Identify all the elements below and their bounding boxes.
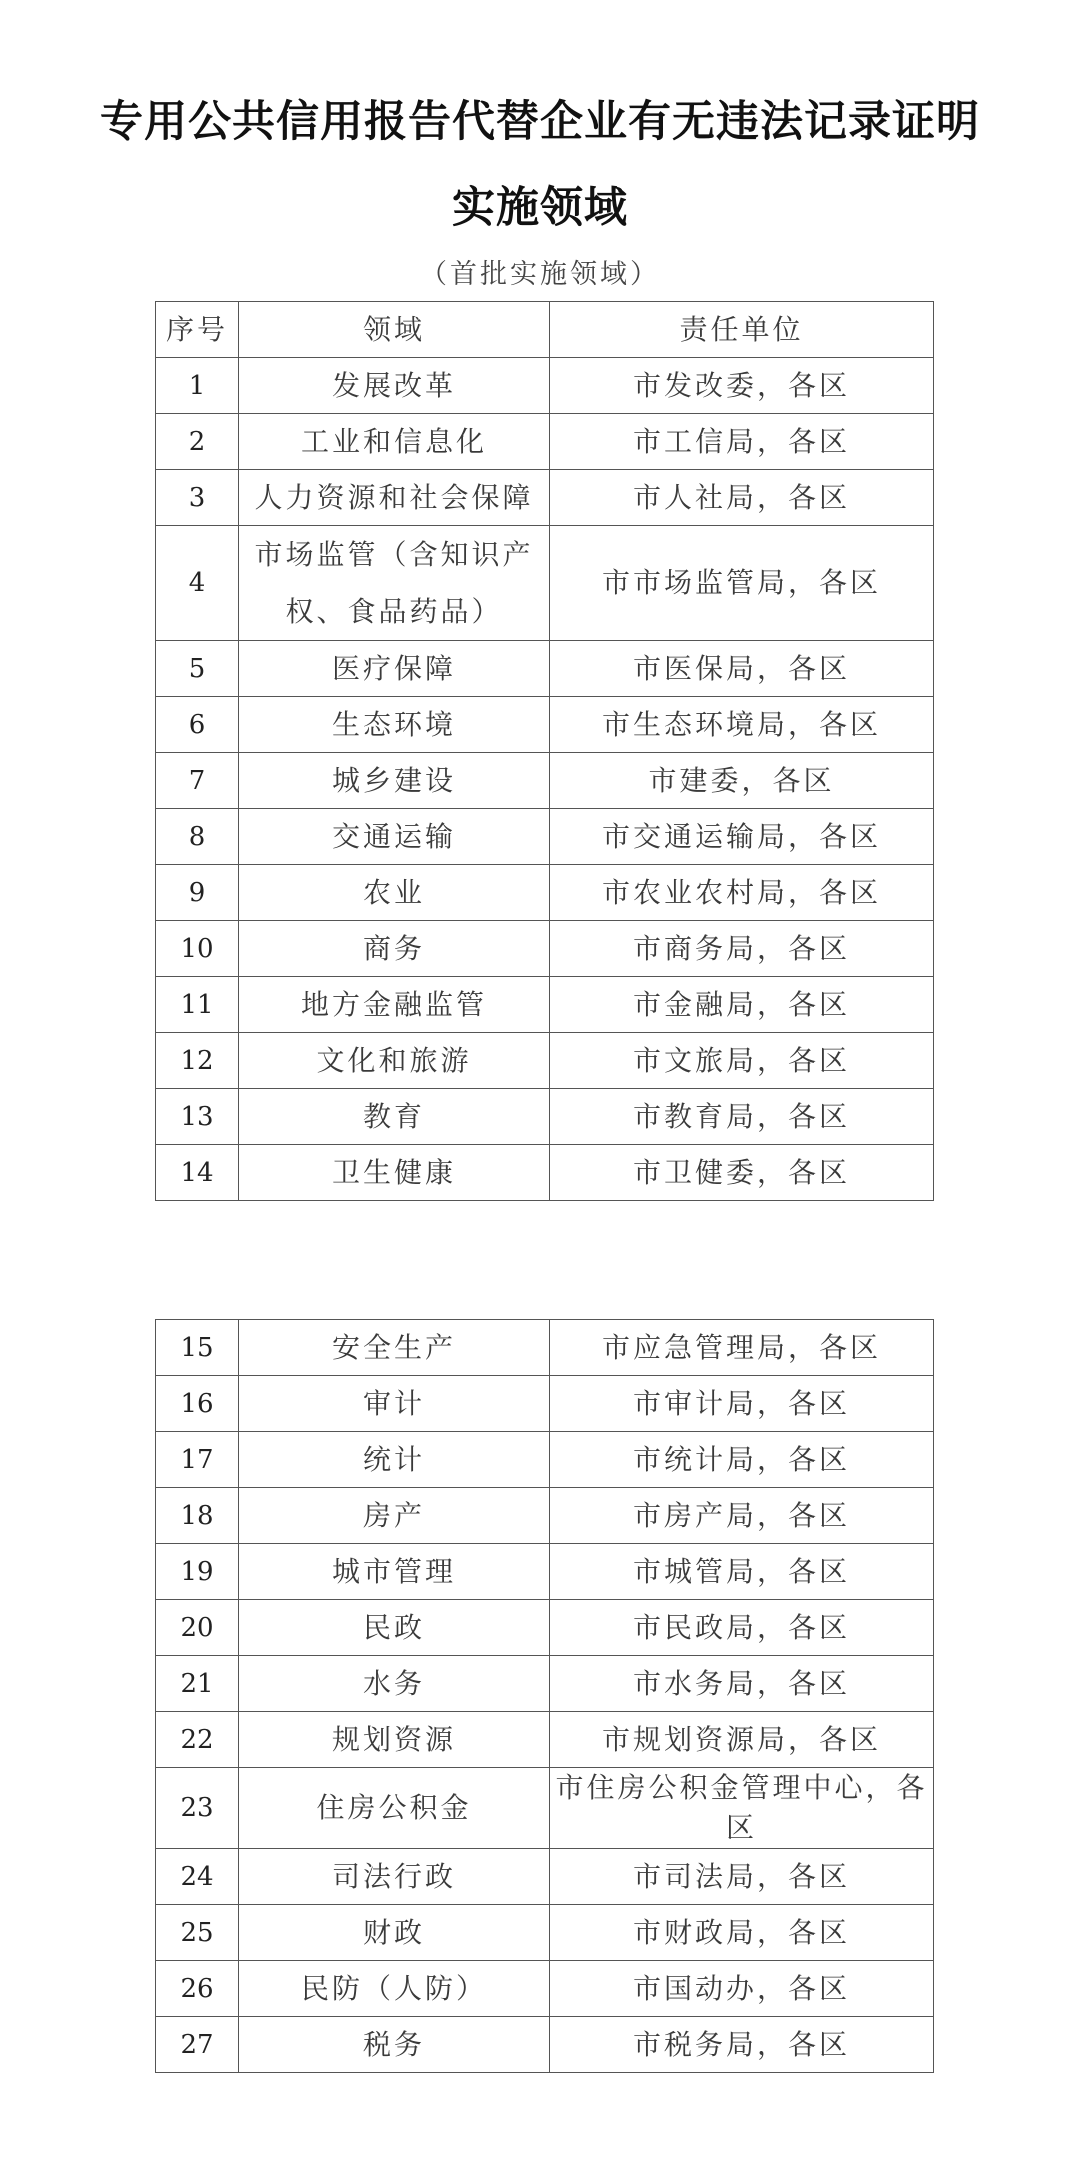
row-field: 教育 xyxy=(239,1089,550,1145)
row-number: 4 xyxy=(156,526,239,641)
row-field: 城市管理 xyxy=(239,1544,550,1600)
row-field: 交通运输 xyxy=(239,809,550,865)
table-row xyxy=(156,1145,934,1201)
table-row xyxy=(156,977,934,1033)
table-row xyxy=(156,2017,934,2073)
table-row xyxy=(156,753,934,809)
table-row xyxy=(156,414,934,470)
page-subtitle: （首批实施领域） xyxy=(420,259,660,290)
row-unit: 市教育局，各区 xyxy=(550,1089,934,1145)
row-number: 13 xyxy=(156,1089,239,1145)
row-number: 14 xyxy=(156,1145,239,1201)
row-number: 12 xyxy=(156,1033,239,1089)
row-field: 地方金融监管 xyxy=(239,977,550,1033)
row-field: 税务 xyxy=(239,2017,550,2073)
row-field: 农业 xyxy=(239,865,550,921)
row-unit: 市工信局，各区 xyxy=(550,414,934,470)
row-number: 27 xyxy=(156,2017,239,2073)
table-row xyxy=(156,1905,934,1961)
row-number: 20 xyxy=(156,1600,239,1656)
row-number: 21 xyxy=(156,1656,239,1712)
table-row xyxy=(156,697,934,753)
row-number: 1 xyxy=(156,358,239,414)
row-number: 25 xyxy=(156,1905,239,1961)
table-row xyxy=(156,1656,934,1712)
header-field: 领域 xyxy=(239,302,550,358)
table-row xyxy=(156,809,934,865)
row-number: 5 xyxy=(156,641,239,697)
table-row xyxy=(156,1432,934,1488)
row-unit: 市规划资源局，各区 xyxy=(550,1712,934,1768)
row-number: 26 xyxy=(156,1961,239,2017)
table-header-row xyxy=(156,302,934,358)
fields-table-continued xyxy=(155,1319,934,2073)
row-field: 审计 xyxy=(239,1376,550,1432)
row-unit: 市农业农村局，各区 xyxy=(550,865,934,921)
page-title: 专用公共信用报告代替企业有无违法记录证明 xyxy=(100,97,980,147)
row-number: 16 xyxy=(156,1376,239,1432)
row-unit: 市房产局，各区 xyxy=(550,1488,934,1544)
row-number: 17 xyxy=(156,1432,239,1488)
row-field: 财政 xyxy=(239,1905,550,1961)
row-number: 18 xyxy=(156,1488,239,1544)
row-field: 司法行政 xyxy=(239,1849,550,1905)
row-field: 生态环境 xyxy=(239,697,550,753)
table-row xyxy=(156,641,934,697)
row-field: 卫生健康 xyxy=(239,1145,550,1201)
row-number: 23 xyxy=(156,1768,239,1849)
row-unit: 市国动办，各区 xyxy=(550,1961,934,2017)
row-field: 商务 xyxy=(239,921,550,977)
table-row xyxy=(156,1544,934,1600)
row-number: 3 xyxy=(156,470,239,526)
row-unit: 市金融局，各区 xyxy=(550,977,934,1033)
row-field: 住房公积金 xyxy=(239,1768,550,1849)
header-number: 序号 xyxy=(156,302,239,358)
table-row xyxy=(156,1600,934,1656)
row-unit: 市城管局，各区 xyxy=(550,1544,934,1600)
row-field: 水务 xyxy=(239,1656,550,1712)
row-unit: 市市场监管局，各区 xyxy=(550,526,934,641)
row-number: 10 xyxy=(156,921,239,977)
row-field: 城乡建设 xyxy=(239,753,550,809)
row-number: 22 xyxy=(156,1712,239,1768)
table-row xyxy=(156,1089,934,1145)
row-unit: 市审计局，各区 xyxy=(550,1376,934,1432)
row-number: 7 xyxy=(156,753,239,809)
table-row xyxy=(156,470,934,526)
row-field: 统计 xyxy=(239,1432,550,1488)
page-title-line2: 实施领域 xyxy=(452,183,628,233)
table-row xyxy=(156,1768,934,1849)
row-number: 8 xyxy=(156,809,239,865)
header-unit: 责任单位 xyxy=(550,302,934,358)
table-row xyxy=(156,358,934,414)
row-unit: 市水务局，各区 xyxy=(550,1656,934,1712)
row-number: 9 xyxy=(156,865,239,921)
row-number: 15 xyxy=(156,1320,239,1376)
table-row xyxy=(156,1849,934,1905)
table-row xyxy=(156,865,934,921)
row-field: 文化和旅游 xyxy=(239,1033,550,1089)
row-field: 市场监管（含知识产权、食品药品） xyxy=(239,526,550,641)
table-row xyxy=(156,1033,934,1089)
row-field: 发展改革 xyxy=(239,358,550,414)
table-row xyxy=(156,1320,934,1376)
row-unit: 市人社局，各区 xyxy=(550,470,934,526)
row-unit: 市卫健委，各区 xyxy=(550,1145,934,1201)
row-unit: 市生态环境局，各区 xyxy=(550,697,934,753)
row-unit: 市交通运输局，各区 xyxy=(550,809,934,865)
table-row xyxy=(156,1376,934,1432)
row-unit: 市税务局，各区 xyxy=(550,2017,934,2073)
row-field: 规划资源 xyxy=(239,1712,550,1768)
row-unit: 市财政局，各区 xyxy=(550,1905,934,1961)
row-unit: 市商务局，各区 xyxy=(550,921,934,977)
table-row xyxy=(156,921,934,977)
row-unit: 市统计局，各区 xyxy=(550,1432,934,1488)
table-row xyxy=(156,1712,934,1768)
row-field: 医疗保障 xyxy=(239,641,550,697)
row-field: 民政 xyxy=(239,1600,550,1656)
row-field: 安全生产 xyxy=(239,1320,550,1376)
row-unit: 市司法局，各区 xyxy=(550,1849,934,1905)
row-number: 24 xyxy=(156,1849,239,1905)
row-unit: 市发改委，各区 xyxy=(550,358,934,414)
row-unit: 市医保局，各区 xyxy=(550,641,934,697)
row-unit: 市文旅局，各区 xyxy=(550,1033,934,1089)
row-unit: 市建委，各区 xyxy=(550,753,934,809)
row-number: 6 xyxy=(156,697,239,753)
table-row xyxy=(156,1961,934,2017)
row-number: 11 xyxy=(156,977,239,1033)
fields-table xyxy=(155,301,934,1201)
table-row xyxy=(156,1488,934,1544)
row-unit: 市应急管理局，各区 xyxy=(550,1320,934,1376)
row-unit: 市住房公积金管理中心，各区 xyxy=(550,1768,934,1849)
row-field: 民防（人防） xyxy=(239,1961,550,2017)
row-field: 房产 xyxy=(239,1488,550,1544)
row-unit: 市民政局，各区 xyxy=(550,1600,934,1656)
row-field: 人力资源和社会保障 xyxy=(239,470,550,526)
table-row xyxy=(156,526,934,641)
row-field: 工业和信息化 xyxy=(239,414,550,470)
row-number: 19 xyxy=(156,1544,239,1600)
row-number: 2 xyxy=(156,414,239,470)
